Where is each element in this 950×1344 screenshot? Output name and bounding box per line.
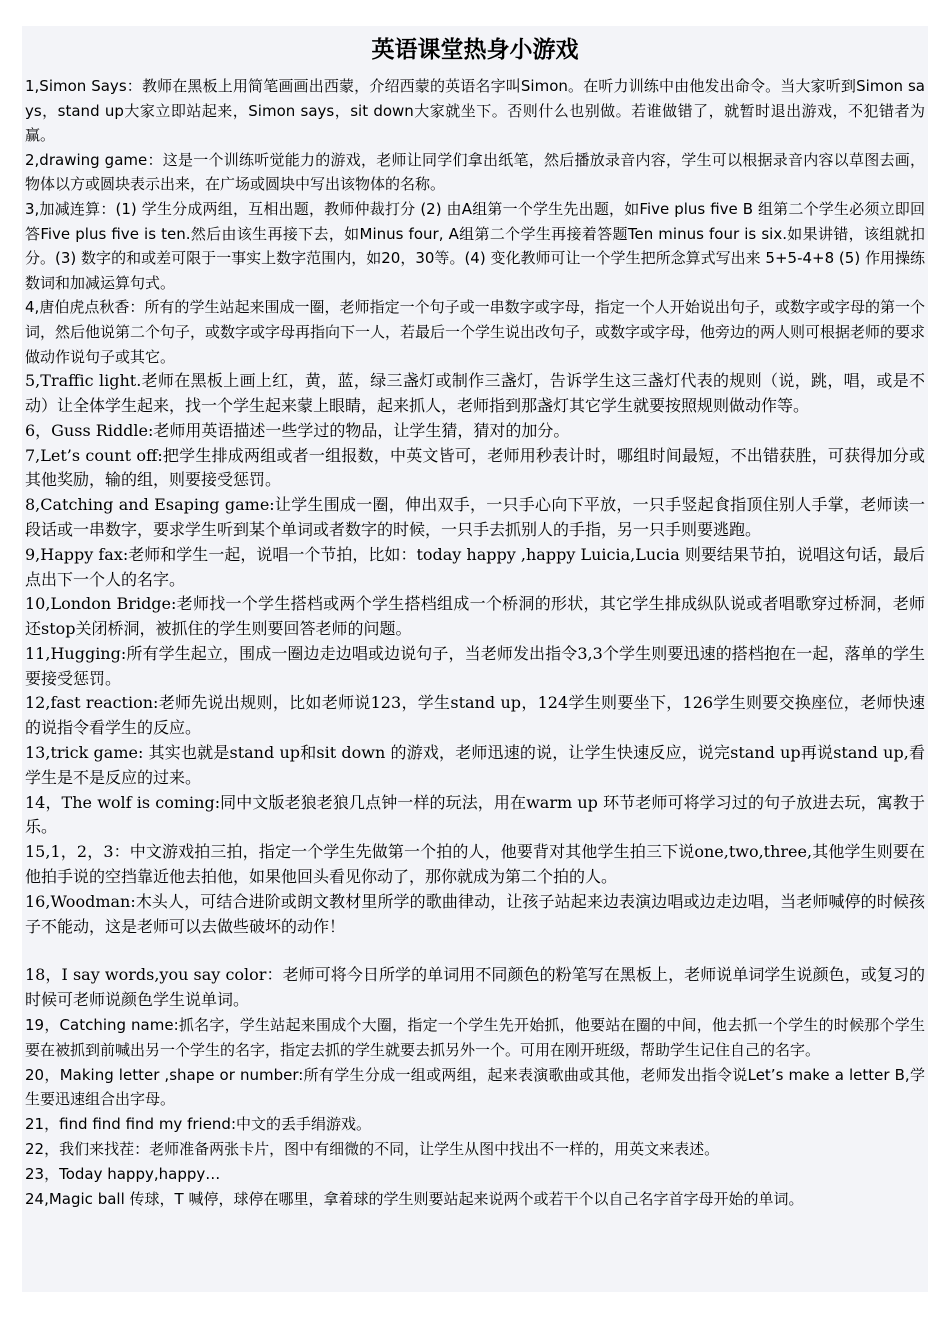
game-item-21: 21，find find find my friend:中文的丢手绢游戏。 bbox=[25, 1115, 372, 1134]
game-item-1: 1,Simon Says：教师在黑板上用简笔画画出西蒙，介绍西蒙的英语名字叫Simon。在听力训练中由他发出命令。当大家听到Simon says，stand up大家立即站起来，Simon says，sit down大家就坐下。否则什么也别做。若谁做错了，就暂时退出游戏，不犯错者为赢。 bbox=[25, 77, 925, 145]
game-item-12: 12,fast reaction:老师先说出规则，比如老师说123，学生stand up，124学生则要坐下，126学生则要交换座位，老师快速的说指令看学生的反应。 bbox=[25, 693, 925, 738]
game-item-24: 24,Magic ball 传球，T 喊停，球停在哪里，拿着球的学生则要站起来说两个或若干个以自己名字首字母开始的单词。 bbox=[25, 1189, 804, 1208]
game-item-11: 11,Hugging:所有学生起立，围成一圈边走边唱或边说句子，当老师发出指令3,3个学生则要迅速的搭档抱在一起，落单的学生要接受惩罚。 bbox=[25, 643, 925, 688]
game-item-3: 3,加减连算：(1) 学生分成两组，互相出题，教师仲裁打分 (2) 由A组第一个学生先出题，如Five plus five B 组第二个学生必须立即回答Five plus five is ten.然后由该生再接下去，如Minus four, A组第二个学生再接着答题Ten minus four is six.如果讲错，该组就扣分。(3) 数字的和或差可限于一事实上数字范围内，如20，30等。(4) 变化教师可让一个学生把所念算式写出来 5+5-4+8 (5) 作用操练数词和加减运算句式。 bbox=[25, 199, 925, 292]
blank-line bbox=[25, 939, 925, 963]
game-item-20: 20，Making letter ,shape or number:所有学生分成一组或两组，起来表演歌曲或其他，老师发出指令说Let’s make a letter B,学生要迅速组合出字母。 bbox=[25, 1065, 925, 1109]
game-item-2: 2,drawing game：这是一个训练听觉能力的游戏，老师让同学们拿出纸笔，然后播放录音内容，学生可以根据录音内容以草图去画，物体以方或圆块表示出来，在广场或圆块中写出该物体的名称。 bbox=[25, 150, 925, 194]
game-item-19: 19，Catching name:抓名字，学生站起来围成个大圈，指定一个学生先开始抓，他要站在圈的中间，他去抓一个学生的时候那个学生要在被抓到前喊出另一个学生的名字，指定去抓的学生就要去抓另外一个。可用在刚开班级，帮助学生记住自己的名字。 bbox=[25, 1016, 925, 1059]
game-item-9: 9,Happy fax:老师和学生一起，说唱一个节拍，比如：today happy ,happy Luicia,Lucia 则要结果节拍，说唱这句话，最后点出下一个人的名字。 bbox=[25, 544, 925, 589]
game-list bbox=[22, 74, 928, 1211]
document-page bbox=[22, 26, 928, 1292]
game-item-15: 15,1，2，3：中文游戏拍三拍，指定一个学生先做第一个拍的人，他要背对其他学生拍三下说one,two,three,其他学生则要在他拍手说的空挡靠近他去拍他，如果他回头看见你动了，那你就成为第二个拍的人。 bbox=[25, 842, 925, 887]
game-item-22: 22，我们来找茬：老师准备两张卡片，图中有细微的不同，让学生从图中找出不一样的，用英文来表述。 bbox=[25, 1140, 720, 1159]
document-title: 英语课堂热身小游戏 bbox=[371, 36, 579, 63]
game-item-13: 13,trick game: 其实也就是stand up和sit down 的游戏，老师迅速的说，让学生快速反应，说完stand up再说stand up,看学生是不是反应的过来。 bbox=[25, 743, 925, 787]
game-item-14: 14，The wolf is coming:同中文版老狼老狼几点钟一样的玩法，用在warm up 环节老师可将学习过的句子放进去玩，寓教于乐。 bbox=[25, 792, 925, 837]
game-item-6: 6，Guss Riddle:老师用英语描述一些学过的物品，让学生猜，猜对的加分。 bbox=[25, 420, 570, 440]
game-item-7: 7,Let’s count off:把学生排成两组或者一组报数，中英文皆可，老师用秒表计时，哪组时间最短，不出错获胜，可获得加分或其他奖励，输的组，则要接受惩罚。 bbox=[25, 445, 925, 490]
game-item-23: 23，Today happy,happy… bbox=[25, 1164, 221, 1183]
game-item-5: 5,Traffic light.老师在黑板上画上红，黄，蓝，绿三盏灯或制作三盏灯，告诉学生这三盏灯代表的规则（说，跳，唱，或是不动）让全体学生起来，找一个学生起来蒙上眼睛，起来抓人，老师指到那盏灯其它学生就要按照规则做动作等。 bbox=[25, 371, 925, 415]
game-item-4: 4,唐伯虎点秋香：所有的学生站起来围成一圈，老师指定一个句子或一串数字或字母，指定一个人开始说出句子，或数字或字母的第一个词，然后他说第二个句子，或数字或字母再指向下一人，若最后一个学生说出改句子，或数字或字母，他旁边的两人则可根据老师的要求做动作说句子或其它。 bbox=[25, 298, 926, 366]
game-item-10: 10,London Bridge:老师找一个学生搭档或两个学生搭档组成一个桥洞的形状，其它学生排成纵队说或者唱歌穿过桥洞，老师还stop关闭桥洞，被抓住的学生则要回答老师的问题。 bbox=[25, 594, 925, 639]
game-item-18: 18，I say words,you say color：老师可将今日所学的单词用不同颜色的粉笔写在黑板上，老师说单词学生说颜色，或复习的时候可老师说颜色学生说单词。 bbox=[25, 965, 925, 1010]
game-item-16: 16,Woodman:木头人，可结合进阶或朗文教材里所学的歌曲律动，让孩子站起来边表演边唱或边走边唱，当老师喊停的时候孩子不能动，这是老师可以去做些破坏的动作！ bbox=[25, 891, 925, 936]
game-item-8: 8,Catching and Esaping game:让学生围成一圈，伸出双手，一只手心向下平放，一只手竖起食指顶住别人手掌，老师读一段话或一串数字，要求学生听到某个单词或者数字的时候，一只手去抓别人的手指，另一只手则要逃跑。 bbox=[25, 495, 925, 539]
